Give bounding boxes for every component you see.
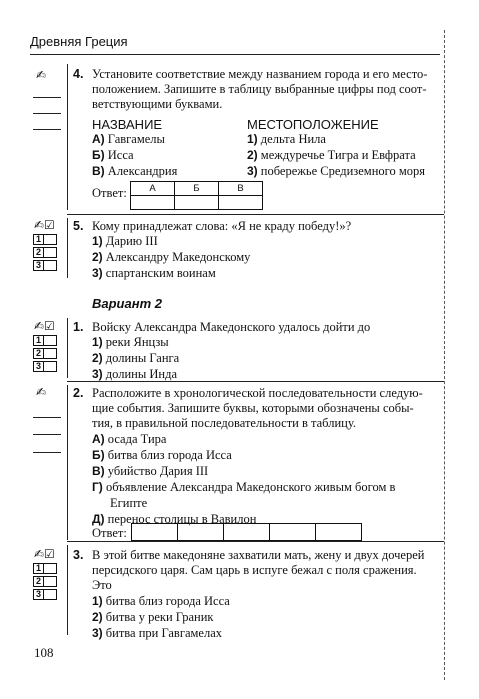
option-item: 3) побережье Средиземного моря — [247, 164, 425, 178]
option-item: 3) долины Инда — [92, 367, 178, 381]
question-text: Расположите в хронологической последовательности следую- щие события. Запишите буквы, которыми обозначены собы- тия, в правильной последовательности в таблицу. — [92, 386, 423, 430]
page-cut-line — [444, 30, 445, 680]
pencil-icon: ✍ — [36, 68, 47, 82]
margin-line — [67, 545, 68, 635]
answer-cell[interactable] — [175, 196, 219, 210]
option-item: 2) долины Ганга — [92, 351, 180, 365]
question-number: 1. — [73, 320, 84, 334]
answer-table: А Б В — [130, 181, 263, 210]
option-item: 3) битва при Гавгамелах — [92, 626, 223, 640]
question-number: 5. — [73, 219, 84, 233]
header-rule — [30, 54, 440, 55]
question-text: Войску Александра Македонского удалось дойти до — [92, 320, 371, 334]
page-number: 108 — [34, 645, 54, 660]
question-text: Кому принадлежат слова: «Я не краду победу!»? — [92, 219, 352, 233]
pencil-icon: ✍ — [36, 385, 47, 399]
option-item: 1) дельта Нила — [247, 132, 326, 146]
pencil-check-icon: ✍☑ — [34, 547, 55, 561]
answer-box[interactable] — [44, 260, 57, 271]
option-item: 3) спартанским воинам — [92, 266, 216, 280]
margin-line — [67, 218, 68, 278]
answer-cell[interactable] — [178, 524, 224, 541]
option-item: Б) Исса — [92, 148, 134, 162]
answer-boxes: 1 2 3 — [33, 334, 65, 373]
answer-table — [131, 523, 362, 541]
answer-box[interactable] — [44, 335, 57, 346]
answer-box[interactable] — [44, 361, 57, 372]
option-item: 2) битва у реки Граник — [92, 610, 214, 624]
score-line — [33, 97, 61, 98]
score-line — [33, 452, 61, 453]
column-header-name: НАЗВАНИЕ — [92, 117, 163, 132]
score-line — [33, 417, 61, 418]
option-item: Д) перенос столицы в Вавилон — [92, 512, 257, 526]
column-header-location: МЕСТОПОЛОЖЕНИЕ — [247, 117, 379, 132]
answer-box[interactable] — [44, 563, 57, 574]
option-item: Г) объявление Александра Македонского живым богом в — [92, 480, 396, 494]
option-item: А) осада Тира — [92, 432, 167, 446]
option-item: В) Александрия — [92, 164, 178, 178]
variant-title: Вариант 2 — [92, 296, 162, 311]
answer-cell[interactable] — [270, 524, 316, 541]
question-separator — [67, 214, 444, 215]
answer-label: Ответ: — [92, 186, 127, 200]
margin-line — [67, 385, 68, 540]
answer-box[interactable] — [44, 589, 57, 600]
option-item: 1) битва близ города Исса — [92, 594, 230, 608]
option-item: А) Гавгамелы — [92, 132, 165, 146]
question-number: 3. — [73, 548, 84, 562]
answer-box[interactable] — [44, 234, 57, 245]
question-text: В этой битве македоняне захватили мать, жену и двух дочерей персидского царя. Сам царь в испуге бежал с поля сражения. Это — [92, 548, 425, 592]
answer-cell[interactable] — [224, 524, 270, 541]
answer-box[interactable] — [44, 576, 57, 587]
answer-cell[interactable] — [316, 524, 362, 541]
answer-box[interactable] — [44, 348, 57, 359]
score-line — [33, 434, 61, 435]
option-item: В) убийство Дария III — [92, 464, 209, 478]
score-line — [33, 113, 61, 114]
question-number: 4. — [73, 67, 84, 81]
question-separator — [67, 541, 444, 542]
answer-cell[interactable] — [131, 196, 175, 210]
option-item: 1) реки Янцзы — [92, 335, 169, 349]
option-item: Б) битва близ города Исса — [92, 448, 232, 462]
pencil-check-icon: ✍☑ — [34, 319, 55, 333]
answer-cell[interactable] — [219, 196, 263, 210]
option-item: 2) Александру Македонскому — [92, 250, 251, 264]
answer-box[interactable] — [44, 247, 57, 258]
score-line — [33, 129, 61, 130]
margin-line — [67, 318, 68, 378]
pencil-check-icon: ✍☑ — [34, 218, 55, 232]
option-item-continuation: Египте — [110, 496, 148, 510]
answer-label: Ответ: — [92, 526, 127, 540]
section-header: Древняя Греция — [30, 34, 128, 49]
option-item: 1) Дарию III — [92, 234, 158, 248]
margin-line — [67, 64, 68, 210]
question-text: Установите соответствие между названием города и его место- положением. Запишите в таблицу выбранные цифры под соот- ветствующими буквами. — [92, 67, 428, 111]
answer-cell[interactable] — [132, 524, 178, 541]
question-number: 2. — [73, 386, 84, 400]
answer-boxes: 1 2 3 — [33, 562, 65, 601]
option-item: 2) междуречье Тигра и Евфрата — [247, 148, 416, 162]
answer-boxes: 1 2 3 — [33, 233, 65, 272]
